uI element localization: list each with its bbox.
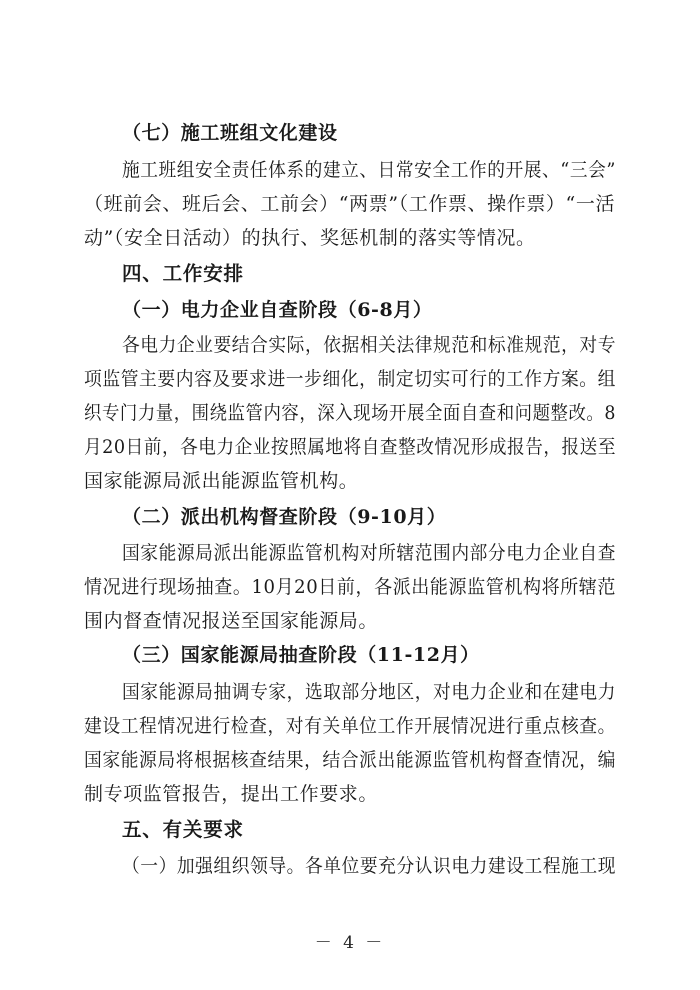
page-number: － 4 － — [314, 933, 386, 953]
document-page: （七）施工班组文化建设 施工班组安全责任体系的建立、日常安全工作的开展、“三会” （班前会、班后会、工前会）“两票”（工作票、操作票）“一活 动”（安全日活动）的执行、奖惩机制的落实等情况。 四、工作安排 （一）电力企业自查阶段（6-8月） 各电力企业要结合实际，依据相关法律规范和标准规范，对专 项监管主要内容及要求进一步细化，制定切实可行的工作方案。组 织专门力量，围绕监管内容，深入现场开展全面自查和问题整改。8 月20日前，各电力企业按照属地将自查整改情况形成报告，报送至 国家能源局派出能源监管机构。 （二）派出机构督查阶段（9-10月） 国家能源局派出能源监管机构对所辖范围内部分电力企业自查 情况进行现场抽查。10月20日前，各派出能源监管机构将所辖范 围内督查情况报送至国家能源局。 （三）国家能源局抽查阶段（11-12月） 国家能源局抽调专家，选取部分地区，对电力企业和在建电力 建设工程情况进行检查，对有关单位工作开展情况进行重点核查。 国家能源局将根据核查结果，结合派出能源监管机构督查情况，编 制专项监管报告，提出工作要求。 五、有关要求 （一）加强组织领导。各单位要充分认识电力建设工程施工现 － 4 － — [0, 0, 700, 990]
